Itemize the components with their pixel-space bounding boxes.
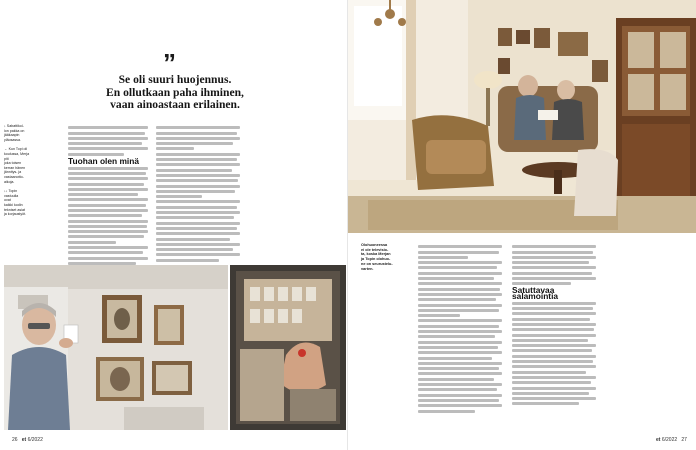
photo-living-room bbox=[348, 0, 696, 233]
pull-quote-line: vaan ainoastaan erilainen. bbox=[110, 98, 240, 112]
caption-2: ← Kun Topi oli koulussa, Merja piti joka toisen kerran hänen jännitys- ja vastaanotto- aikoja. bbox=[4, 147, 30, 184]
body-column-4 bbox=[512, 243, 596, 408]
pull-quote bbox=[66, 74, 284, 112]
pull-quote-line: En ollutkaan paha ihminen, bbox=[106, 85, 244, 99]
left-page-folio: 26 et 6/2022 bbox=[12, 437, 43, 443]
pull-quote-line: Se oli suuri huojennus. bbox=[118, 73, 232, 86]
body-column-3 bbox=[418, 243, 502, 415]
body-column-2 bbox=[156, 124, 240, 264]
caption-3: ↓↓ Topin vastuulla ovat kaikki kodin tekniset asiat ja korjaustyöt. bbox=[4, 189, 27, 217]
section-heading: Tuohan olen minä bbox=[68, 155, 140, 166]
section-heading-2: Satuttavaa salamointia bbox=[512, 285, 559, 301]
body-column-1 bbox=[68, 124, 148, 267]
living-room-caption: Olohuoneessa ei ole televisio- ta, koska Merjan ja Topin olohuo- ne on seurustelu- varten. bbox=[361, 243, 393, 271]
quote-mark: ” bbox=[163, 48, 174, 78]
right-page-folio: et 6/2022 27 bbox=[656, 437, 687, 443]
photo-kitchen-wall bbox=[4, 265, 228, 430]
photo-captions bbox=[4, 124, 31, 222]
caption-1: ↓ Sabattikol- lon pakka on jääkaapin yläosassa. bbox=[4, 124, 25, 142]
photo-fuse-box bbox=[230, 265, 346, 430]
